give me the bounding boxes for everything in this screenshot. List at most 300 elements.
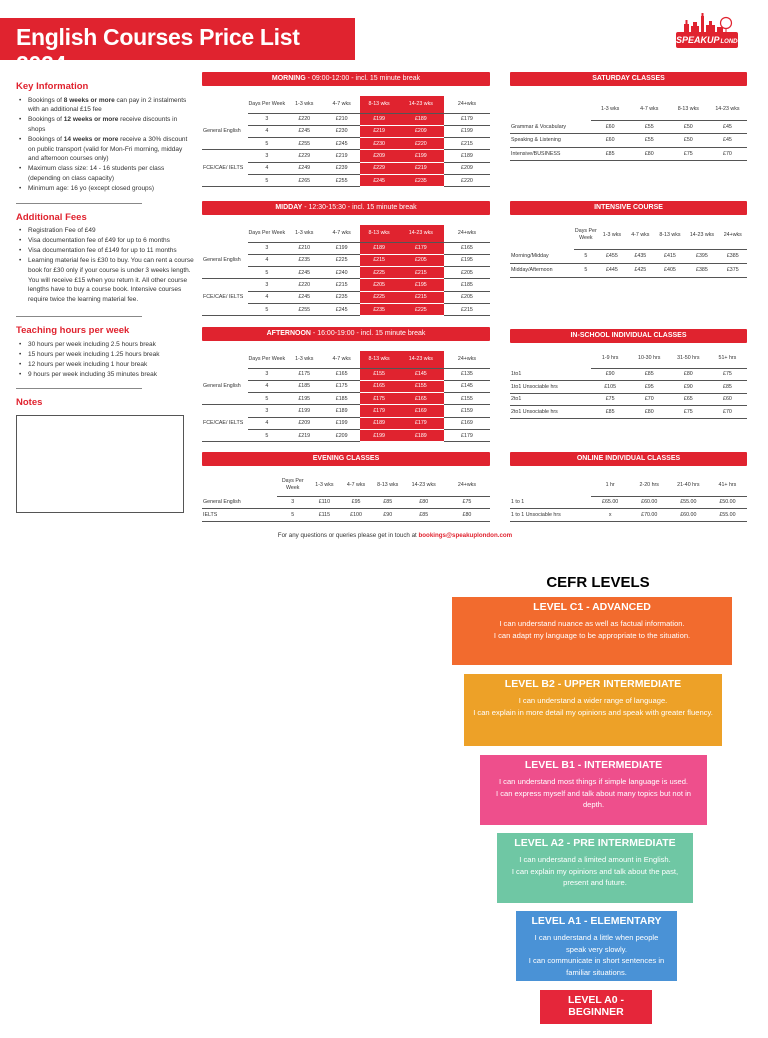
table-cell: £85 (404, 509, 444, 522)
london-skyline-icon (682, 12, 732, 34)
cefr-level-name: LEVEL B2 - UPPER INTERMEDIATE (504, 678, 682, 690)
header-row (510, 221, 747, 249)
inschool-grid (510, 348, 747, 419)
row-category (202, 405, 248, 417)
table-cell: £245 (360, 174, 397, 186)
key-info-item (16, 135, 194, 164)
key-info-text: Bookings of (28, 96, 64, 104)
table-cell: £249 (286, 162, 323, 174)
cefr-desc-line: I don't understand (565, 1027, 627, 1036)
table-cell: £209 (398, 125, 444, 137)
column-header: 4-7 wks (323, 225, 360, 242)
table-cell: £165 (323, 368, 360, 380)
table-cell: 1to1 Unsociable hrs (510, 381, 591, 394)
column-header (510, 475, 591, 496)
cefr-level-name: LEVEL A1 - ELEMENTARY (531, 915, 662, 927)
column-header: 24+wks (444, 225, 490, 242)
table-cell: £229 (286, 150, 323, 162)
key-info-item (16, 184, 194, 194)
table-cell: £245 (286, 125, 323, 137)
morning-table (202, 72, 490, 187)
table-cell: £225 (323, 254, 360, 266)
column-header: 8-13 wks (360, 351, 397, 368)
table-cell: £210 (323, 113, 360, 125)
table-cell: £215 (444, 303, 490, 315)
table-cell: £255 (286, 138, 323, 150)
hours-item: • 9 hours per week including 35 minutes break (16, 370, 194, 380)
inschool-name: IN-SCHOOL INDIVIDUAL CLASSES (570, 332, 687, 339)
key-info-heading: Key Information (16, 81, 89, 92)
table-cell: IELTS (202, 509, 277, 522)
table-cell: £209 (323, 429, 360, 441)
table-cell: £245 (286, 291, 323, 303)
morning-name: MORNING (271, 75, 306, 82)
table-cell: £199 (398, 150, 444, 162)
table-row (202, 509, 490, 522)
table-cell: 1 to 1 (510, 496, 591, 509)
header-row (202, 474, 490, 496)
column-header: 2-20 hrs (630, 475, 669, 496)
table-cell: £209 (286, 417, 323, 429)
table-cell: £65.00 (591, 496, 630, 509)
table-cell: £215 (360, 254, 397, 266)
table-cell: £220 (398, 138, 444, 150)
table-cell: £80 (404, 496, 444, 509)
table-cell: £385 (685, 263, 718, 277)
table-cell: £165 (360, 380, 397, 392)
table-cell: £70.00 (630, 509, 669, 522)
table-cell: £75 (669, 406, 708, 419)
table-cell: £219 (398, 162, 444, 174)
header-row (202, 351, 490, 368)
table-cell: £179 (360, 405, 397, 417)
title-banner (0, 18, 355, 77)
table-cell: £50 (669, 120, 708, 134)
table-cell: £45 (708, 120, 747, 134)
notes-heading: Notes (16, 396, 43, 408)
row-category (202, 174, 248, 186)
fees-heading: Additional Fees (16, 211, 87, 223)
table-cell: £185 (323, 393, 360, 405)
column-header: 24+wks (444, 351, 490, 368)
table-cell: Morning/Midday (510, 249, 574, 263)
evening-heading (202, 452, 490, 466)
table-cell: £415 (655, 249, 686, 263)
header-row (510, 475, 747, 496)
table-cell: £55 (630, 134, 669, 148)
table-cell: £215 (444, 138, 490, 150)
table-cell: £255 (286, 303, 323, 315)
row-category (202, 429, 248, 441)
midday-time: - 12:30-15:30 - incl. 15 minute break (302, 204, 417, 211)
table-cell: £205 (360, 279, 397, 291)
table-row (202, 291, 490, 303)
column-header: 41+ hrs (708, 475, 747, 496)
left-column (16, 82, 194, 513)
table-row (202, 138, 490, 150)
table-row (202, 267, 490, 279)
column-header: Days Per Week (248, 96, 285, 113)
column-header: 4-7 wks (323, 351, 360, 368)
cefr-desc-line: I can understand a wider range of language. (518, 696, 668, 705)
cefr-desc-line: I can understand most things if simple language is used. (498, 777, 689, 786)
row-category: FCE/CAE/ IELTS (203, 294, 244, 301)
table-cell: 3 (248, 113, 285, 125)
table-cell: 5 (248, 138, 285, 150)
intensive-name: INTENSIVE COURSE (594, 204, 663, 211)
afternoon-time: - 16:00-19:00 - incl. 15 minute break (310, 330, 426, 337)
cefr-desc-line: I can explain my opinions and talk about the past, present and future. (511, 866, 679, 887)
table-row (510, 134, 747, 148)
afternoon-name: AFTERNOON (266, 330, 311, 337)
table-cell: £179 (444, 429, 490, 441)
table-cell: £75 (669, 147, 708, 161)
table-row (510, 496, 747, 509)
table-cell: 5 (248, 267, 285, 279)
online-name: ONLINE INDIVIDUAL CLASSES (576, 455, 681, 462)
table-cell: £220 (286, 113, 323, 125)
table-row (202, 113, 490, 125)
table-cell: £230 (323, 125, 360, 137)
fees-item: • Visa documentation fee of £149 for up to 11 months (16, 246, 194, 256)
evening-grid (202, 474, 490, 522)
table-cell: £50.00 (708, 496, 747, 509)
table-cell: £199 (286, 405, 323, 417)
key-info-emphasis: 14 weeks or more (63, 135, 119, 143)
table-cell: £225 (360, 267, 397, 279)
table-cell: £95 (340, 496, 372, 509)
table-cell: 2to1 Unsociable hrs (510, 406, 591, 419)
column-header: 8-13 wks (360, 96, 397, 113)
cefr-desc-line: I can communicate in short sentences in familiar situations. (528, 956, 665, 977)
contact-email-link[interactable]: bookings@speakuplondon.com (418, 532, 513, 539)
cefr-level-desc (516, 932, 677, 978)
intensive-table (510, 201, 747, 278)
table-cell: £189 (323, 405, 360, 417)
cefr-level-card (480, 755, 707, 825)
table-row (202, 174, 490, 186)
evening-name: EVENING CLASSES (312, 455, 380, 462)
table-cell: £45 (708, 134, 747, 148)
hours-item: • 12 hours per week including 1 hour break (16, 360, 194, 370)
table-row (202, 279, 490, 291)
column-header: 24+wks (719, 221, 747, 249)
header-row (510, 348, 747, 368)
table-cell: £199 (323, 242, 360, 254)
table-cell: £50 (669, 134, 708, 148)
table-cell: £85 (630, 368, 669, 381)
table-cell: £199 (444, 125, 490, 137)
table-row (202, 405, 490, 417)
column-header: 4-7 wks (340, 474, 372, 496)
table-row (510, 381, 747, 394)
table-cell: £115 (309, 509, 341, 522)
table-cell: £210 (286, 242, 323, 254)
hours-list (16, 340, 194, 380)
table-row (510, 263, 747, 277)
cefr-desc-line: I can understand a limited amount in English. (519, 855, 671, 864)
column-header: 24+wks (444, 474, 490, 496)
midday-table (202, 201, 490, 316)
column-header (202, 225, 248, 242)
table-cell: £169 (444, 417, 490, 429)
table-cell: £425 (626, 263, 654, 277)
table-cell: £70 (630, 393, 669, 406)
cefr-title: CEFR LEVELS (546, 574, 650, 591)
midday-heading (202, 201, 490, 215)
key-info-emphasis: 12 weeks or more (63, 116, 119, 124)
column-header: 1-3 wks (598, 221, 626, 249)
table-cell: £375 (719, 263, 747, 277)
table-cell: 4 (248, 380, 285, 392)
table-cell: £195 (286, 393, 323, 405)
table-cell: £235 (360, 303, 397, 315)
key-info-text: Bookings of (28, 116, 64, 124)
column-header: 24+wks (444, 96, 490, 113)
intensive-heading (510, 201, 747, 215)
table-cell: £70 (708, 147, 747, 161)
column-header: 1-3 wks (286, 225, 323, 242)
intensive-grid (510, 221, 747, 278)
evening-table (202, 452, 490, 522)
table-cell: £179 (444, 113, 490, 125)
divider (16, 388, 142, 389)
table-cell: Grammar & Vocabulary (510, 120, 591, 134)
table-cell: £239 (323, 162, 360, 174)
table-cell: £145 (444, 380, 490, 392)
row-category: General English (203, 128, 241, 135)
saturday-heading (510, 72, 747, 86)
table-row (202, 254, 490, 266)
key-info-list (16, 96, 194, 194)
table-cell: £225 (398, 303, 444, 315)
table-cell: £55 (630, 120, 669, 134)
key-info-text: receive discounts in shops (28, 116, 178, 133)
column-header: 10-30 hrs (630, 348, 669, 368)
column-header (510, 221, 574, 249)
table-row (202, 242, 490, 254)
morning-time: - 09:00-12:00 - incl. 15 minute break (305, 75, 421, 82)
table-row (510, 120, 747, 134)
table-cell: 3 (248, 242, 285, 254)
table-cell: £189 (360, 417, 397, 429)
table-cell: £60.00 (669, 509, 708, 522)
table-cell: £175 (323, 380, 360, 392)
table-row (202, 303, 490, 315)
column-header: 8-13 wks (655, 221, 686, 249)
cefr-level-desc (452, 618, 732, 641)
table-row (202, 496, 490, 509)
table-cell: £85 (591, 147, 630, 161)
column-header (202, 96, 248, 113)
table-cell: £220 (444, 174, 490, 186)
column-header: 14-23 wks (398, 96, 444, 113)
cefr-desc-line: I can express myself and talk about many topics but not in depth. (495, 788, 691, 809)
table-cell: £80 (630, 406, 669, 419)
table-cell: £209 (444, 162, 490, 174)
row-category (202, 303, 248, 315)
table-cell: 4 (248, 417, 285, 429)
table-cell: £405 (655, 263, 686, 277)
cefr-level-name: LEVEL C1 - ADVANCED (533, 601, 651, 613)
table-cell: £255 (323, 174, 360, 186)
table-cell: £199 (323, 417, 360, 429)
table-cell: £219 (323, 150, 360, 162)
table-cell: £199 (360, 113, 397, 125)
table-cell: £195 (398, 279, 444, 291)
table-cell: 4 (248, 162, 285, 174)
row-category: General English (203, 383, 241, 390)
table-row (202, 393, 490, 405)
table-cell: £179 (398, 242, 444, 254)
cefr-level-name: LEVEL A0 - BEGINNER (567, 994, 624, 1018)
cefr-level-desc (540, 1026, 652, 1038)
table-cell: £245 (286, 267, 323, 279)
key-info-item (16, 115, 194, 134)
cefr-level-card (452, 597, 732, 665)
cefr-level-desc (464, 695, 722, 718)
online-table (510, 452, 747, 522)
cefr-level-desc (480, 776, 707, 811)
table-cell: £215 (323, 279, 360, 291)
table-row (510, 368, 747, 381)
page-title: English Courses Price List 2024 (16, 24, 300, 77)
table-cell: 2to1 (510, 393, 591, 406)
column-header (510, 98, 591, 120)
cefr-level-card (464, 674, 722, 746)
table-cell: £80 (669, 368, 708, 381)
footnote-text: For any questions or queries please get in touch at (277, 532, 419, 539)
cefr-desc-line: I can adapt my language to be appropriate to the situation. (493, 630, 691, 640)
cefr-level-card (540, 990, 652, 1036)
column-header: 14-23 wks (398, 225, 444, 242)
column-header: 1 hr (591, 475, 630, 496)
table-cell: £95 (630, 381, 669, 394)
table-cell: £179 (398, 417, 444, 429)
table-cell: £65 (669, 393, 708, 406)
saturday-name: SATURDAY CLASSES (592, 75, 665, 82)
table-cell: £445 (598, 263, 626, 277)
table-cell: £105 (591, 381, 630, 394)
table-cell: £90 (669, 381, 708, 394)
divider (16, 316, 142, 317)
saturday-table (510, 72, 747, 161)
logo-badge (676, 32, 747, 48)
table-cell: 5 (248, 429, 285, 441)
key-info-emphasis: 8 weeks or more (63, 96, 115, 104)
table-row (202, 417, 490, 429)
midday-name: MIDDAY (275, 204, 303, 211)
table-cell: £219 (286, 429, 323, 441)
table-cell: £385 (719, 249, 747, 263)
table-cell: £100 (340, 509, 372, 522)
row-category (202, 150, 248, 162)
table-cell: £80 (444, 509, 490, 522)
hours-item: • 15 hours per week including 1.25 hours break (16, 350, 194, 360)
table-cell: 4 (248, 291, 285, 303)
logo-sub: LONDON (720, 39, 747, 45)
fees-list (16, 226, 194, 304)
column-header: 8-13 wks (669, 98, 708, 120)
table-cell: Intensive/BUSINESS (510, 147, 591, 161)
afternoon-grid (202, 351, 490, 442)
table-cell: £215 (398, 291, 444, 303)
table-row (510, 393, 747, 406)
online-grid (510, 475, 747, 522)
table-cell: £159 (444, 405, 490, 417)
key-info-text: Maximum class size: 14 - 16 students per class (depending on class capacity) (28, 165, 165, 182)
row-category (202, 113, 248, 125)
cefr-desc-line: I can explain in more detail my opinions and speak with greater fluency. (473, 707, 713, 717)
row-category (202, 267, 248, 279)
table-cell: £240 (323, 267, 360, 279)
key-info-item (16, 164, 194, 183)
column-header: 31-50 hrs (669, 348, 708, 368)
speakup-logo (676, 12, 747, 48)
column-header: 1-3 wks (591, 98, 630, 120)
row-category (202, 368, 248, 380)
table-cell: £165 (398, 393, 444, 405)
table-cell: £55.00 (669, 496, 708, 509)
row-category: FCE/CAE/ IELTS (203, 420, 244, 427)
table-row (510, 249, 747, 263)
table-cell: £60 (591, 134, 630, 148)
table-cell: £90 (591, 368, 630, 381)
table-cell: £245 (323, 303, 360, 315)
table-cell: £225 (360, 291, 397, 303)
table-cell: 5 (574, 263, 598, 277)
column-header: 1-3 wks (309, 474, 341, 496)
table-cell: £230 (360, 138, 397, 150)
saturday-grid (510, 98, 747, 161)
table-cell: £85 (708, 381, 747, 394)
table-cell: £145 (398, 368, 444, 380)
table-cell: 5 (248, 393, 285, 405)
column-header: 4-7 wks (630, 98, 669, 120)
key-info-item (16, 96, 194, 115)
afternoon-heading (202, 327, 490, 341)
column-header: 14-23 wks (685, 221, 718, 249)
column-header: 1-3 wks (286, 351, 323, 368)
logo-brand: SPEAKUP (676, 35, 720, 45)
header-row (202, 225, 490, 242)
table-cell: £80 (630, 147, 669, 161)
cefr-level-name: LEVEL A2 - PRE INTERMEDIATE (514, 837, 676, 849)
table-cell: £205 (398, 254, 444, 266)
morning-heading (202, 72, 490, 86)
column-header (202, 351, 248, 368)
table-cell: x (591, 509, 630, 522)
column-header: Days Per Week (277, 474, 309, 496)
table-cell: £175 (286, 368, 323, 380)
table-cell: £85 (591, 406, 630, 419)
cefr-level-card (516, 911, 677, 981)
column-header: 4-7 wks (626, 221, 654, 249)
column-header: 1-3 wks (286, 96, 323, 113)
column-header: 14-23 wks (398, 351, 444, 368)
row-category (202, 138, 248, 150)
notes-box[interactable] (16, 415, 184, 513)
table-cell: £185 (286, 380, 323, 392)
table-cell: £205 (444, 291, 490, 303)
online-heading (510, 452, 747, 466)
table-cell: £189 (398, 113, 444, 125)
table-cell: £245 (323, 138, 360, 150)
row-category: General English (203, 257, 241, 264)
table-cell: £265 (286, 174, 323, 186)
table-cell: £75 (444, 496, 490, 509)
table-cell: £169 (398, 405, 444, 417)
